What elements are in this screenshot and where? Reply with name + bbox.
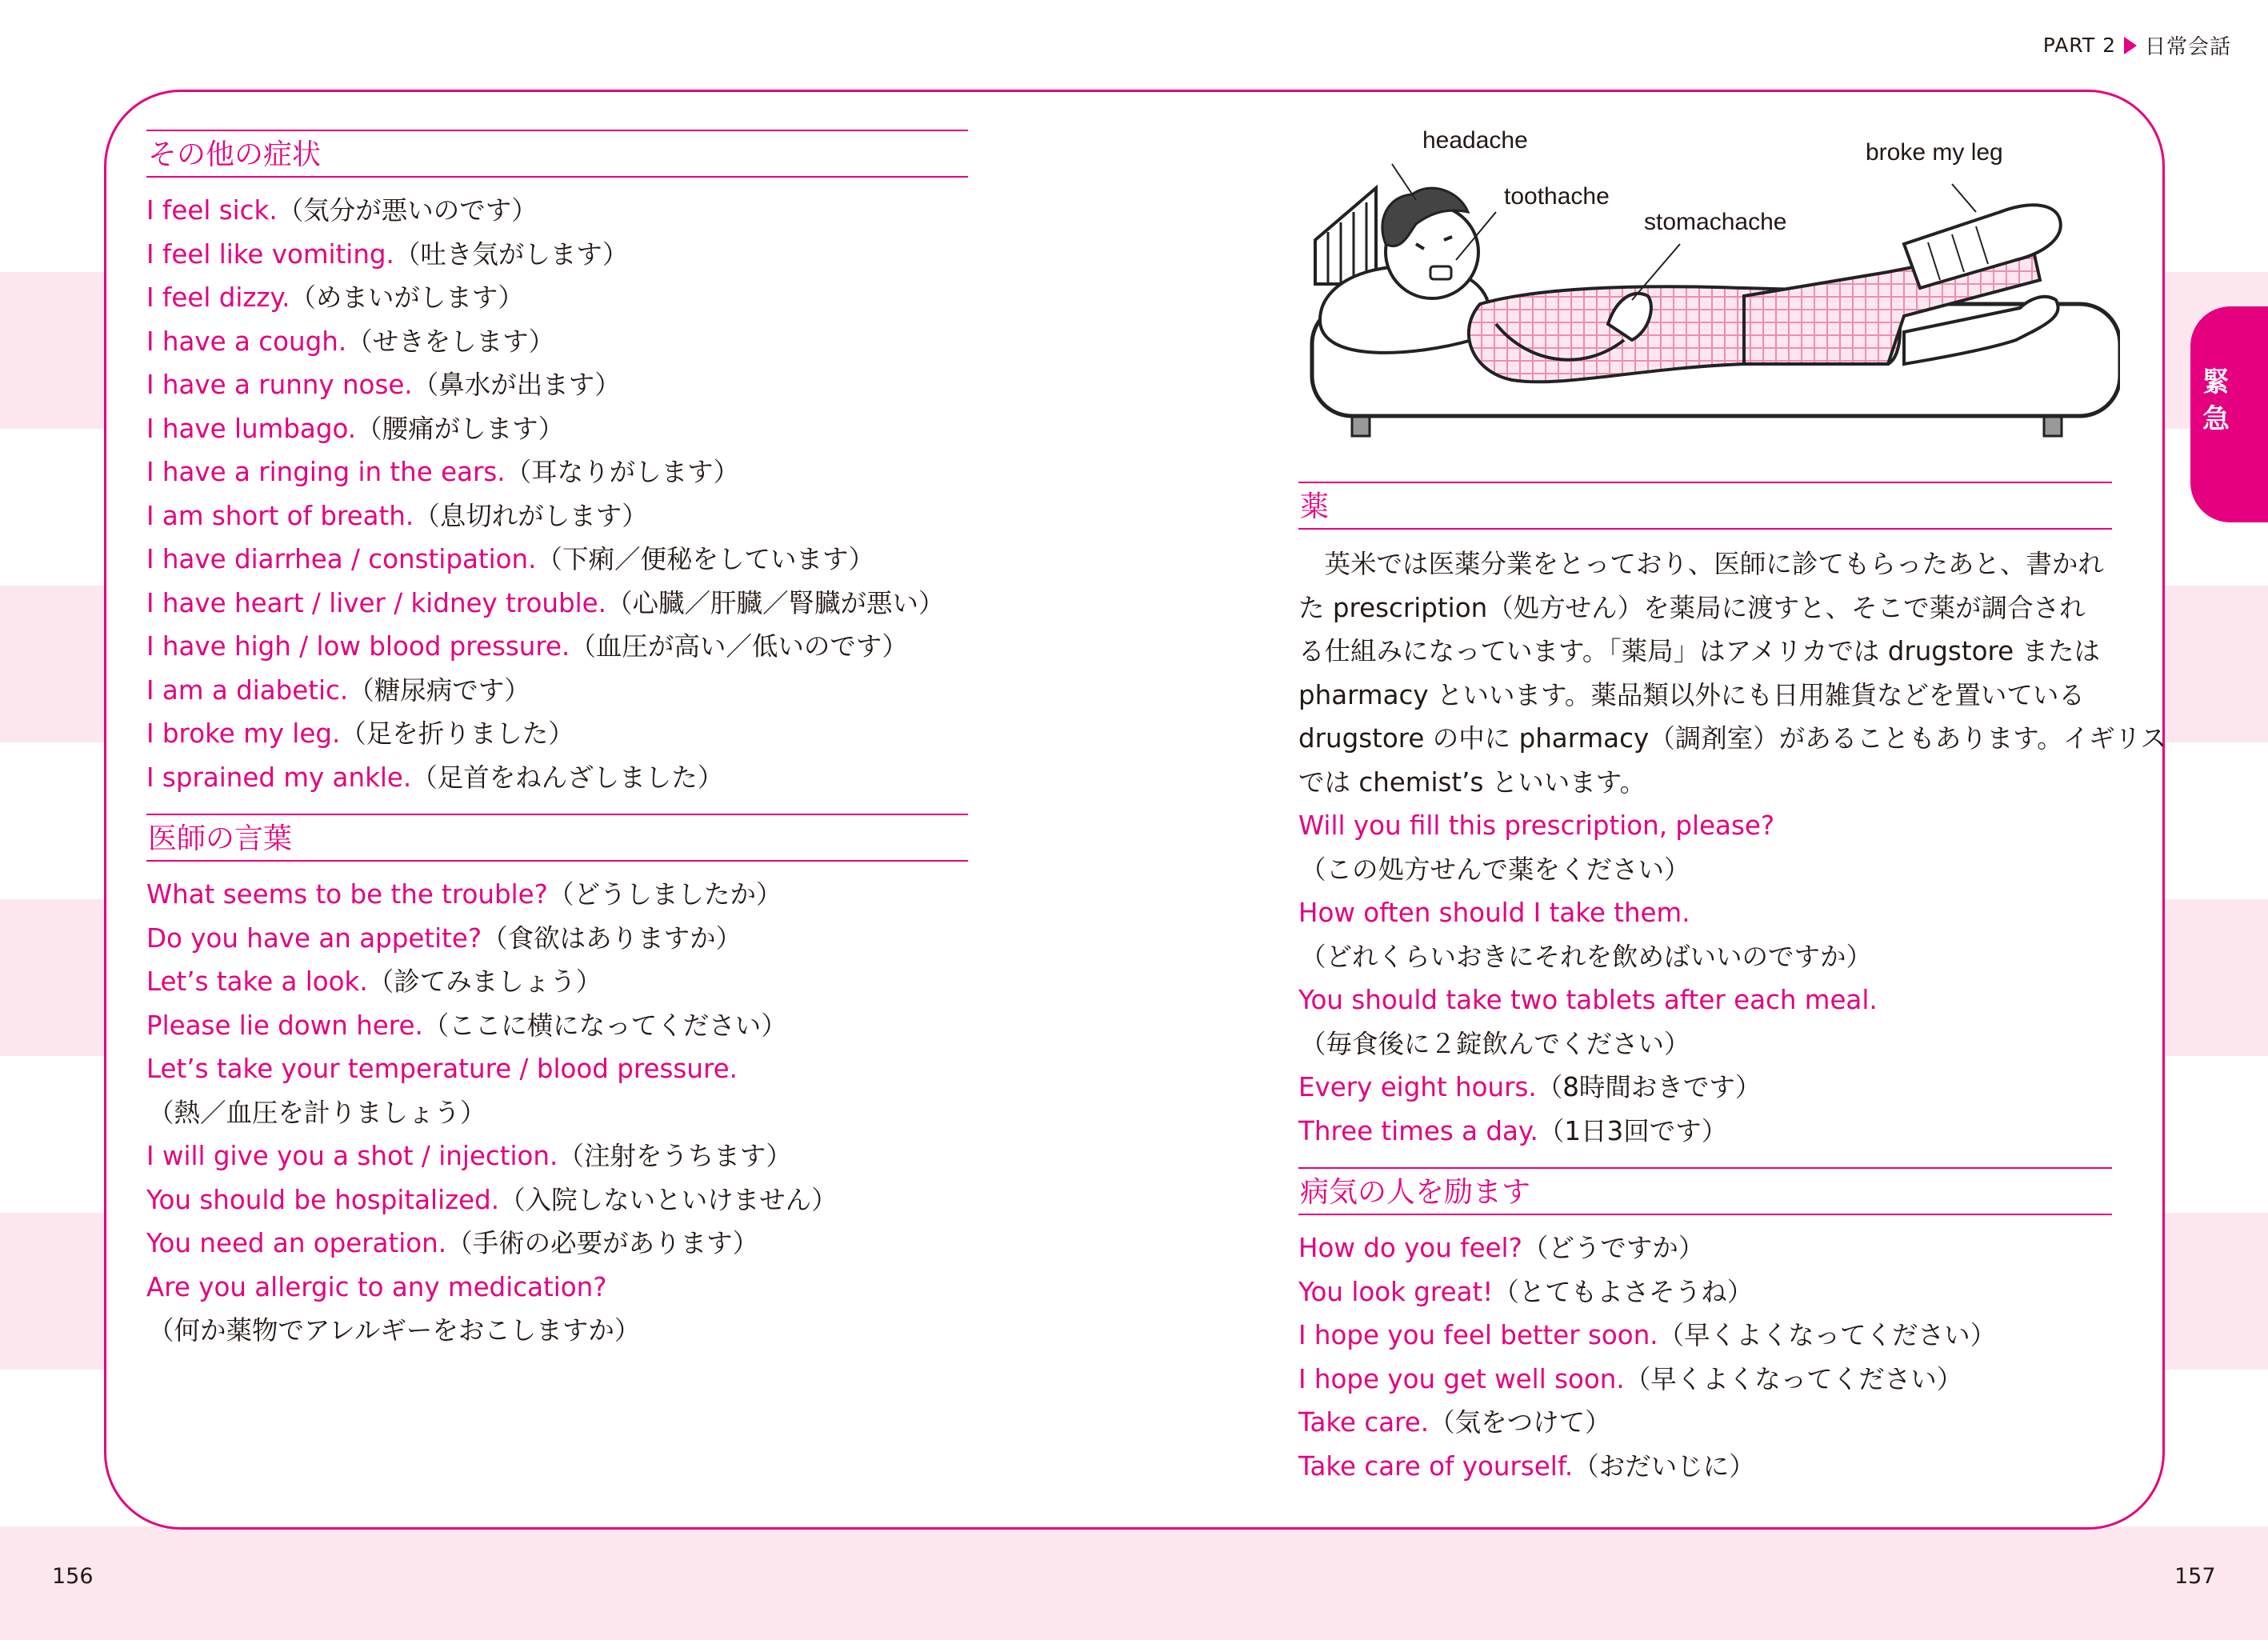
japanese-translation: （入院しないといけません） — [499, 1184, 838, 1215]
japanese-translation: （耳なりがします） — [505, 457, 740, 487]
english-phrase: How often should I take them. — [1298, 898, 1690, 928]
japanese-translation: （1日3回です） — [1538, 1115, 1728, 1146]
phrase-item — [146, 960, 968, 1004]
page-number-right: 157 — [2174, 1564, 2216, 1589]
phrase-item — [146, 1004, 968, 1048]
english-phrase: Will you fill this prescription, please? — [1298, 810, 1775, 841]
label-toothache: toothache — [1504, 183, 1610, 210]
phrase-item — [1298, 1226, 2112, 1270]
japanese-translation: （息切れがします） — [414, 500, 648, 531]
english-phrase: You should take two tablets after each meal. — [1298, 985, 1878, 1015]
phrase-item — [146, 1134, 968, 1178]
label-broke-my-leg: broke my leg — [1866, 139, 2003, 166]
japanese-translation: （足首をねんざしました） — [411, 762, 724, 793]
phrase-item — [146, 538, 968, 582]
phrase-item — [146, 494, 968, 538]
english-phrase: What seems to be the trouble? — [146, 879, 548, 910]
phrase-list-encourage — [1298, 1226, 2112, 1488]
left-column — [146, 130, 968, 1353]
paragraph-line: た prescription（処方せん）を薬局に渡すと、そこで薬が調合され — [1298, 592, 2086, 623]
phrase-item — [146, 873, 968, 917]
english-phrase: Let’s take your temperature / blood pressure. — [146, 1054, 738, 1084]
japanese-translation: （せきをします） — [346, 326, 555, 357]
phrase-list-doctor — [146, 873, 968, 1353]
phrase-item — [1298, 1066, 2112, 1110]
japanese-translation: （注射をうちます） — [558, 1141, 792, 1171]
patient-illustration — [1296, 124, 2120, 444]
phrase-item — [1298, 891, 2112, 935]
japanese-translation: （気をつけて） — [1429, 1407, 1611, 1438]
japanese-translation: （8時間おきです） — [1536, 1072, 1762, 1102]
english-phrase: I have heart / liver / kidney trouble. — [146, 587, 606, 618]
phrase-item — [146, 1047, 968, 1091]
english-phrase: I sprained my ankle. — [146, 762, 412, 793]
label-headache: headache — [1422, 127, 1528, 154]
phrase-item — [1298, 848, 2112, 892]
english-phrase: I will give you a shot / injection. — [146, 1141, 558, 1171]
phrase-item — [146, 189, 968, 233]
pointer-line — [1952, 184, 1976, 212]
background-stripe — [0, 1526, 2268, 1640]
phrase-item — [1298, 1022, 2112, 1066]
phrase-item — [1298, 935, 2112, 979]
phrase-item — [1298, 1358, 2112, 1402]
label-stomachache: stomachache — [1644, 209, 1787, 235]
paragraph-line: pharmacy といいます。薬品類以外にも日用雑貨などを置いている — [1298, 679, 2085, 710]
phrase-item — [146, 1266, 968, 1310]
english-phrase: I have a ringing in the ears. — [146, 457, 506, 487]
right-column — [1298, 482, 2166, 1488]
english-phrase: Take care. — [1298, 1407, 1430, 1438]
japanese-translation: （吐き気がします） — [394, 238, 629, 270]
japanese-translation: （腰痛がします） — [356, 413, 565, 444]
japanese-translation: （鼻水が出ます） — [412, 370, 621, 400]
japanese-translation: （早くよくなってください） — [1624, 1363, 1963, 1394]
english-phrase: I feel like vomiting. — [146, 238, 394, 270]
phrase-item — [1298, 1110, 2112, 1154]
phrase-item — [146, 669, 968, 713]
english-phrase: Are you allergic to any medication? — [146, 1271, 607, 1302]
phrase-item — [1298, 1401, 2112, 1445]
mouth — [1430, 266, 1451, 279]
phrase-item — [146, 625, 968, 669]
phrase-item — [146, 917, 968, 961]
english-phrase: You should be hospitalized. — [146, 1184, 500, 1215]
japanese-translation: （気分が悪いのです） — [277, 195, 538, 226]
japanese-translation: （早くよくなってください） — [1658, 1320, 1997, 1350]
japanese-translation: （おだいじに） — [1573, 1450, 1755, 1482]
english-phrase: I feel sick. — [146, 195, 278, 226]
section-title-symptoms: その他の症状 — [146, 130, 968, 178]
running-header — [2043, 30, 2231, 60]
phrase-list-symptoms — [146, 189, 968, 799]
japanese-translation: （どうしましたか） — [547, 879, 782, 910]
paragraph-line: drugstore の中に pharmacy（調剤室）があることもあります。イギリス — [1298, 723, 2166, 754]
phrase-item — [146, 363, 968, 407]
english-phrase: Three times a day. — [1298, 1115, 1538, 1146]
phrase-item — [146, 1309, 968, 1353]
english-phrase: I have high / low blood pressure. — [146, 631, 570, 662]
phrase-item — [146, 276, 968, 320]
chapter-tab-label: 緊急 — [2202, 366, 2230, 435]
paragraph-line: る仕組みになっています。「薬局」はアメリカでは drugstore または — [1298, 636, 2100, 666]
phrase-item — [1298, 978, 2112, 1022]
japanese-translation: （どうですか） — [1522, 1233, 1705, 1263]
section-title-encourage: 病気の人を励ます — [1298, 1167, 2112, 1215]
japanese-translation: （心臓／肝臓／腎臓が悪い） — [606, 587, 945, 618]
english-phrase: I am a diabetic. — [146, 674, 349, 706]
english-phrase: Let’s take a look. — [146, 966, 368, 997]
section-title-medicine: 薬 — [1298, 482, 2112, 530]
japanese-translation: （血圧が高い／低いのです） — [570, 631, 908, 662]
english-phrase: I am short of breath. — [146, 500, 414, 531]
paragraph-line: では chemist’s といいます。 — [1298, 766, 1646, 798]
english-phrase: I have lumbago. — [146, 413, 357, 444]
english-phrase: Please lie down here. — [146, 1010, 423, 1041]
phrase-item — [146, 450, 968, 494]
japanese-translation: （手術の必要があります） — [446, 1228, 759, 1258]
phrase-item — [1298, 804, 2112, 848]
english-phrase: I hope you feel better soon. — [1298, 1320, 1658, 1350]
japanese-translation: （診てみましょう） — [367, 966, 602, 997]
japanese-translation: （何か薬物でアレルギーをおこしますか） — [148, 1315, 641, 1346]
phrase-item — [146, 582, 968, 626]
phrase-list-medicine — [1298, 804, 2112, 1153]
paragraph-line: 英米では医薬分業をとっており、医師に診てもらったあと、書かれ — [1298, 549, 2104, 579]
japanese-translation: （この処方せんで薬をください） — [1300, 854, 1690, 885]
japanese-translation: （糖尿病です） — [348, 674, 530, 706]
phrase-item — [1298, 1270, 2112, 1314]
english-phrase: Do you have an appetite? — [146, 922, 482, 954]
english-phrase: You look great! — [1298, 1276, 1494, 1307]
part-label: PART 2 — [2042, 34, 2116, 57]
section-title-doctor: 医師の言葉 — [146, 814, 968, 862]
phrase-item — [146, 233, 968, 277]
phrase-item — [146, 1178, 968, 1222]
phrase-item — [1298, 1445, 2112, 1489]
phrase-item — [146, 1222, 968, 1266]
english-phrase: Every eight hours. — [1298, 1072, 1537, 1102]
phrase-item — [146, 320, 968, 364]
english-phrase: I have a cough. — [146, 326, 347, 357]
japanese-translation: （とてもよさそうね） — [1493, 1276, 1754, 1307]
medicine-paragraph — [1298, 542, 2166, 804]
english-phrase: I broke my leg. — [146, 718, 341, 749]
phrase-item — [146, 407, 968, 451]
japanese-translation: （めまいがします） — [290, 282, 524, 313]
japanese-translation: （熱／血圧を計りましょう） — [148, 1097, 486, 1128]
japanese-translation: （食欲はありますか） — [482, 922, 742, 954]
japanese-translation: （毎食後に２錠飲んでください） — [1300, 1028, 1690, 1059]
phrase-item — [146, 756, 968, 800]
english-phrase: I have a runny nose. — [146, 370, 413, 400]
section-label: 日常会話 — [2144, 35, 2231, 59]
japanese-translation: （ここに横になってください） — [422, 1010, 787, 1041]
phrase-item — [146, 712, 968, 756]
triangle-icon — [2124, 37, 2137, 54]
english-phrase: I hope you get well soon. — [1298, 1363, 1625, 1394]
phrase-item — [146, 1091, 968, 1135]
english-phrase: How do you feel? — [1298, 1233, 1522, 1263]
english-phrase: You need an operation. — [146, 1228, 447, 1258]
english-phrase: Take care of yourself. — [1298, 1450, 1574, 1482]
english-phrase: I have diarrhea / constipation. — [146, 544, 537, 574]
japanese-translation: （どれくらいおきにそれを飲めばいいのですか） — [1300, 941, 1873, 972]
page-number-left: 156 — [52, 1564, 94, 1589]
japanese-translation: （下痢／便秘をしています） — [536, 544, 874, 574]
phrase-item — [1298, 1314, 2112, 1358]
japanese-translation: （足を折りました） — [340, 718, 574, 749]
english-phrase: I feel dizzy. — [146, 282, 290, 313]
